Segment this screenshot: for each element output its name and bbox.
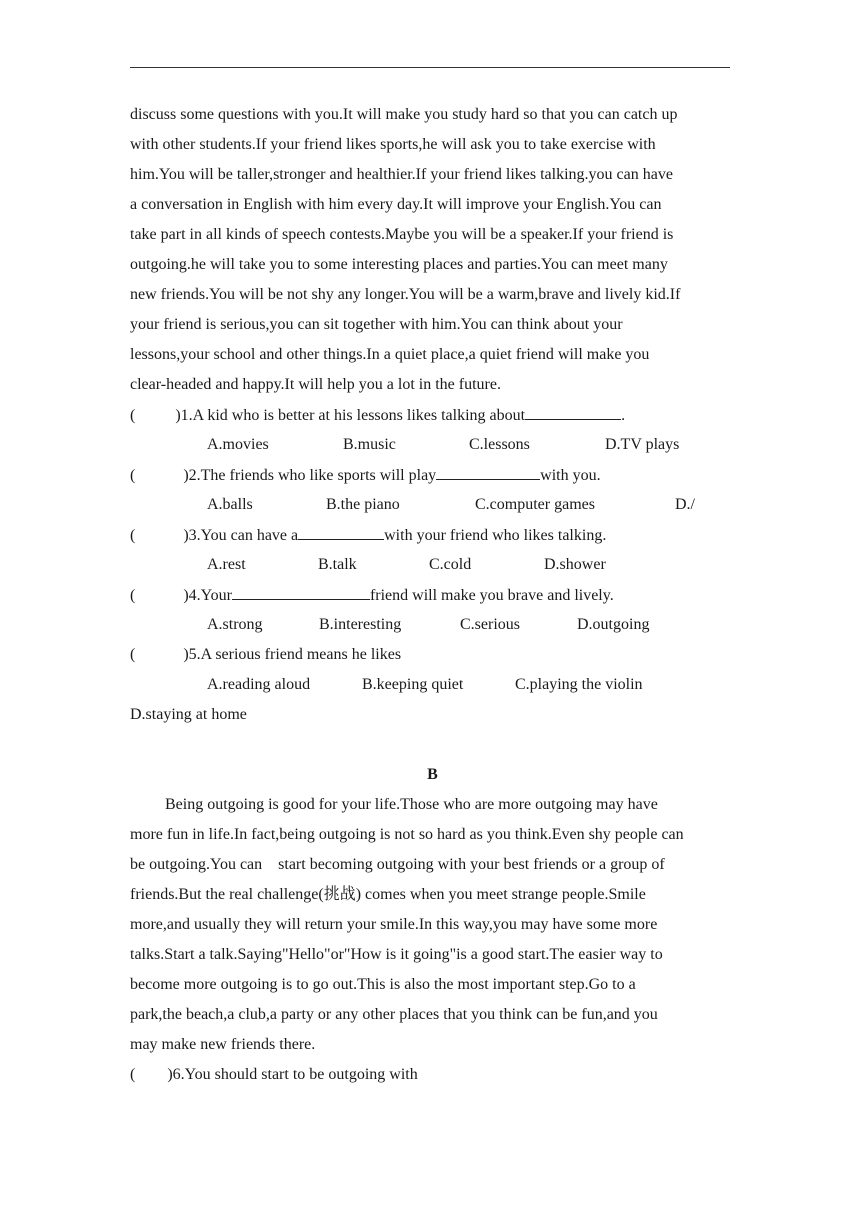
question-5-options <box>130 670 735 700</box>
question-3 <box>130 520 735 550</box>
answer-bracket[interactable]: ( ) <box>130 467 189 484</box>
option-d[interactable]: D.shower <box>544 556 606 573</box>
passage-b <box>130 790 735 1060</box>
option-c[interactable]: C.lessons <box>469 436 530 453</box>
option-d[interactable]: D.TV plays <box>605 436 680 453</box>
option-b[interactable]: B.the piano <box>326 496 400 513</box>
section-b-heading: B <box>427 766 438 783</box>
question-2-options <box>130 490 735 520</box>
question-stem: 5.A serious friend means he likes <box>188 646 402 663</box>
option-c[interactable]: C.computer games <box>475 496 595 513</box>
answer-bracket[interactable]: ( ) <box>130 1066 173 1083</box>
header-rule <box>130 67 730 68</box>
question-1 <box>130 400 735 430</box>
passage-line: talks.Start a talk.Saying"Hello"or"How is it going"is a good start.The easier way to <box>130 946 663 963</box>
question-stem-end: friend will make you brave and lively. <box>369 587 614 604</box>
option-d[interactable]: D.staying at home <box>130 706 247 723</box>
passage-line: with other students.If your friend likes sports,he will ask you to take exercise with <box>130 136 656 153</box>
option-a[interactable]: A.balls <box>207 496 253 513</box>
question-stem-end: . <box>621 407 626 424</box>
passage-line: clear-headed and happy.It will help you a lot in the future. <box>130 376 501 393</box>
option-c[interactable]: C.cold <box>429 556 472 573</box>
answer-blank <box>525 400 621 420</box>
question-1-options <box>130 430 735 460</box>
passage-line: be outgoing.You can start becoming outgoing with your best friends or a group of <box>130 856 665 873</box>
passage-a <box>130 100 735 400</box>
document-content <box>130 100 735 1090</box>
passage-line: friends.But the real challenge(挑战) comes when you meet strange people.Smile <box>130 886 646 903</box>
option-c[interactable]: C.playing the violin <box>515 676 643 693</box>
passage-line: may make new friends there. <box>130 1036 316 1053</box>
answer-bracket[interactable]: ( ) <box>130 646 189 663</box>
passage-line: park,the beach,a club,a party or any other places that you think can be fun,and you <box>130 1006 658 1023</box>
answer-bracket[interactable]: ( ) <box>130 587 189 604</box>
passage-line: a conversation in English with him every day.It will improve your English.You can <box>130 196 662 213</box>
question-stem-end: with you. <box>540 467 601 484</box>
question-6 <box>130 1060 735 1090</box>
question-3-options <box>130 550 735 580</box>
option-d[interactable]: D./ <box>675 496 695 513</box>
question-stem: 6.You should start to be outgoing with <box>172 1066 418 1083</box>
option-a[interactable]: A.strong <box>207 616 263 633</box>
option-b[interactable]: B.music <box>343 436 396 453</box>
section-spacer <box>130 730 735 760</box>
answer-bracket[interactable]: ( ) <box>130 407 181 424</box>
option-b[interactable]: B.interesting <box>319 616 402 633</box>
option-d[interactable]: D.outgoing <box>577 616 650 633</box>
passage-line: take part in all kinds of speech contests.Maybe you will be a speaker.If your friend is <box>130 226 674 243</box>
passage-line: your friend is serious,you can sit together with him.You can think about your <box>130 316 623 333</box>
option-a[interactable]: A.movies <box>207 436 269 453</box>
question-5-option-d-line <box>130 700 735 730</box>
question-stem: 3.You can have a <box>188 527 299 544</box>
question-stem: 1.A kid who is better at his lessons likes talking about <box>180 407 526 424</box>
passage-line: him.You will be taller,stronger and healthier.If your friend likes talking.you can have <box>130 166 673 183</box>
passage-line: Being outgoing is good for your life.Those who are more outgoing may have <box>165 796 658 813</box>
option-a[interactable]: A.rest <box>207 556 246 573</box>
question-4 <box>130 580 735 610</box>
passage-line: lessons,your school and other things.In a quiet place,a quiet friend will make you <box>130 346 650 363</box>
answer-blank <box>436 460 540 480</box>
passage-line: outgoing.he will take you to some interesting places and parties.You can meet many <box>130 256 668 273</box>
question-stem: 4.Your <box>188 587 232 604</box>
option-a[interactable]: A.reading aloud <box>207 676 311 693</box>
passage-line: discuss some questions with you.It will make you study hard so that you can catch up <box>130 106 678 123</box>
answer-blank <box>298 520 384 540</box>
answer-bracket[interactable]: ( ) <box>130 527 189 544</box>
passage-line: become more outgoing is to go out.This is also the most important step.Go to a <box>130 976 636 993</box>
option-b[interactable]: B.talk <box>318 556 357 573</box>
question-stem: 2.The friends who like sports will play <box>188 467 437 484</box>
passage-line: more fun in life.In fact,being outgoing is not so hard as you think.Even shy people can <box>130 826 684 843</box>
option-b[interactable]: B.keeping quiet <box>362 676 464 693</box>
question-stem-end: with your friend who likes talking. <box>384 527 607 544</box>
option-c[interactable]: C.serious <box>460 616 520 633</box>
question-4-options <box>130 610 735 640</box>
answer-blank <box>232 580 370 600</box>
question-5 <box>130 640 735 670</box>
passage-line: new friends.You will be not shy any longer.You will be a warm,brave and lively kid.If <box>130 286 681 303</box>
question-2 <box>130 460 735 490</box>
passage-line: more,and usually they will return your smile.In this way,you may have some more <box>130 916 658 933</box>
